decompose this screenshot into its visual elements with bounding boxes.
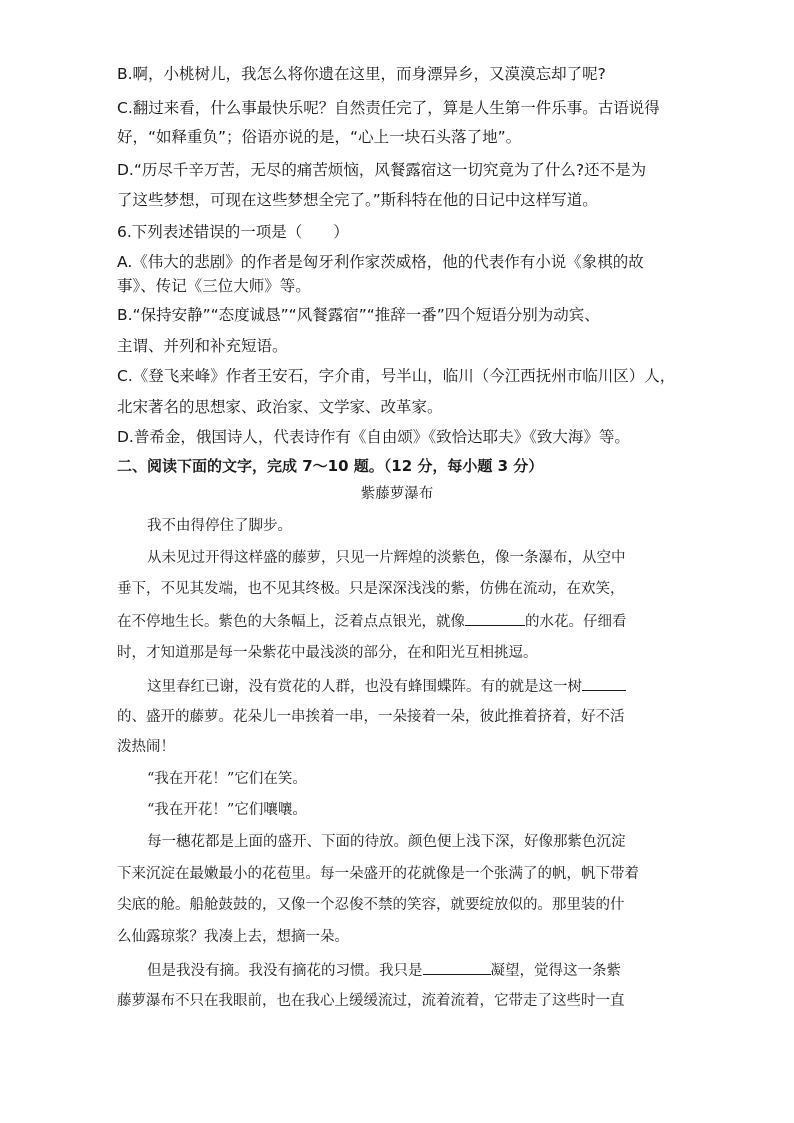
option-5d-line1: D.“历尽千辛万苦，无尽的痛苦烦恼，风餐露宿这一切究竟为了什么?还不是为 <box>117 161 647 179</box>
passage-paragraph-1: 我不由得停住了脚步。 <box>147 518 292 534</box>
option-6c-line1: C.《登飞来峰》作者王安石，字介甫，号半山，临川（今江西抚州市临川区）人， <box>117 367 676 385</box>
option-6d: D.普希金，俄国诗人，代表诗作有《自由颂》《致恰达耶夫》《致大海》等。 <box>117 428 630 446</box>
passage-paragraph-6-line2: 下来沉淀在最嫩最小的花苞里。每一朵盛开的花就像是一个张满了的帆，帆下带着 <box>117 866 639 882</box>
passage-paragraph-6-line3: 尖底的舱。船舱鼓鼓的，又像一个忍俊不禁的笑容，就要绽放似的。那里装的什 <box>117 897 625 913</box>
passage-text: 这里春红已谢，没有赏花的人群，也没有蜂围蝶阵。有的就是这一树 <box>147 679 582 695</box>
passage-paragraph-3-line2: 的、盛开的藤萝。花朵儿一串挨着一串，一朵接着一朵，彼此推着挤着，好不活 <box>117 709 625 725</box>
passage-text: 凝望，觉得这一条紫 <box>490 963 621 979</box>
option-6b-line1: B.“保持安静”“态度诚恳”“风餐露宿”“推辞一番”四个短语分别为动宾、 <box>117 306 600 324</box>
passage-paragraph-7-line1 <box>147 960 621 981</box>
question-6-stem: 6.下列表述错误的一项是（ ） <box>117 223 349 241</box>
fill-in-blank-2 <box>582 676 626 691</box>
passage-paragraph-6-line1: 每一穗花都是上面的盛开、下面的待放。颜色便上浅下深，好像那紫色沉淀 <box>147 834 626 850</box>
option-5b: B.啊，小桃树儿，我怎么将你遗在这里，而身漂异乡，又漠漠忘却了呢? <box>117 65 606 83</box>
passage-paragraph-5: “我在开花！”它们嚷嚷。 <box>147 802 307 818</box>
passage-title: 紫藤萝瀑布 <box>360 486 434 502</box>
option-6a-line1: A.《伟大的悲剧》的作者是匈牙利作家茨威格，他的代表作有小说《象棋的故 <box>117 253 644 271</box>
option-6b-line2: 主谓、并列和补充短语。 <box>117 337 288 355</box>
passage-text: 在不停地生长。紫色的大条幅上，泛着点点银光，就像 <box>117 614 465 630</box>
fill-in-blank-1 <box>465 611 525 626</box>
passage-paragraph-2-line3 <box>117 611 627 632</box>
section-heading: 二、阅读下面的文字，完成 7～10 题。（12 分，每小题 3 分） <box>117 457 544 475</box>
passage-paragraph-7-line2: 藤萝瀑布不只在我眼前，也在我心上缓缓流过，流着流着，它带走了这些时一直 <box>117 993 625 1009</box>
passage-paragraph-2-line4: 时，才知道那是每一朵紫花中最浅淡的部分，在和阳光互相挑逗。 <box>117 645 538 661</box>
passage-text: 但是我没有摘。我没有摘花的习惯。我只是 <box>147 963 423 979</box>
fill-in-blank-3 <box>423 960 491 975</box>
option-6c-line2: 北宋著名的思想家、政治家、文学家、改革家。 <box>117 398 443 416</box>
passage-paragraph-4: “我在开花！”它们在笑。 <box>147 771 307 787</box>
passage-paragraph-2-line1: 从未见过开得这样盛的藤萝，只见一片辉煌的淡紫色，像一条瀑布，从空中 <box>147 550 626 566</box>
passage-paragraph-3-line3: 泼热闹！ <box>117 739 175 755</box>
option-5c-line1: C.翻过来看，什么事最快乐呢？自然责任完了，算是人生第一件乐事。古语说得 <box>117 99 660 117</box>
option-6a-line2: 事》、传记《三位大师》等。 <box>117 277 311 295</box>
passage-paragraph-3-line1 <box>147 676 626 697</box>
option-5d-line2: 了这些梦想，可现在这些梦想全完了。”斯科特在他的日记中这样写道。 <box>117 191 598 209</box>
passage-text: 的水花。仔细看 <box>525 614 627 630</box>
option-5c-line2: 好，“如释重负”；俗语亦说的是，“心上一块石头落了地”。 <box>117 128 522 146</box>
passage-paragraph-2-line2: 垂下，不见其发端，也不见其终极。只是深深浅浅的紫，仿佛在流动，在欢笑， <box>117 581 625 597</box>
passage-paragraph-6-line4: 么仙露琼浆？我凑上去，想摘一朵。 <box>117 929 349 945</box>
